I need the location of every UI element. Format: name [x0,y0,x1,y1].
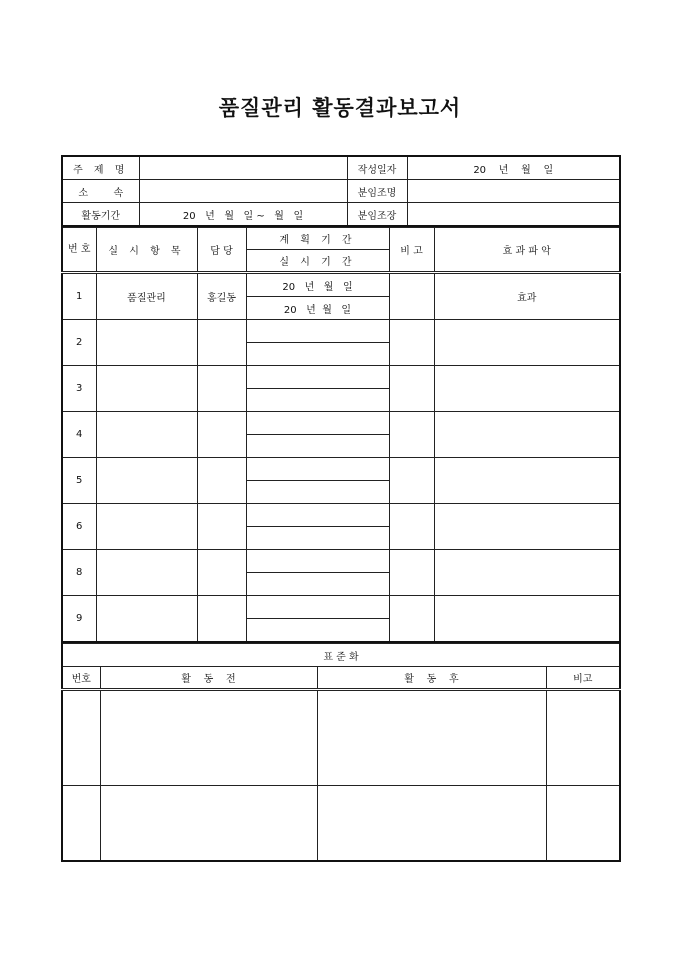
row-item[interactable] [96,596,197,643]
col-plan-header: 계 획 기 간 [246,228,389,250]
row-item[interactable] [96,550,197,596]
row-note[interactable] [389,596,434,643]
row-actual-period[interactable] [246,573,389,596]
row-plan-period[interactable]: 20 년 월 일 [246,273,389,297]
period-label: 활동기간 [62,203,139,227]
row-owner[interactable] [197,320,246,366]
row-item[interactable] [96,320,197,366]
std-col-after-header: 활 동 후 [317,667,546,690]
std-row-note[interactable] [546,786,620,862]
std-col-note-header: 비고 [546,667,620,690]
standardization-table [61,643,621,862]
activity-table [61,227,621,643]
row-note[interactable] [389,320,434,366]
row-effect[interactable] [434,504,620,550]
row-number: 5 [62,458,96,504]
std-row-no[interactable] [62,690,100,786]
row-number: 8 [62,550,96,596]
row-plan-period[interactable] [246,596,389,619]
std-row-note[interactable] [546,690,620,786]
row-number: 2 [62,320,96,366]
row-number: 3 [62,366,96,412]
row-effect[interactable]: 효과 [434,273,620,320]
row-number: 6 [62,504,96,550]
period-field[interactable]: 20 년 월 일 ~ 월 일 [139,203,347,227]
row-actual-period[interactable] [246,481,389,504]
std-row-after[interactable] [317,786,546,862]
row-note[interactable] [389,273,434,320]
col-no-header: 번 호 [62,228,96,273]
row-owner[interactable] [197,458,246,504]
row-actual-period[interactable] [246,435,389,458]
row-effect[interactable] [434,458,620,504]
row-effect[interactable] [434,366,620,412]
row-plan-period[interactable] [246,550,389,573]
page-title: 품질관리 활동결과보고서 [218,96,462,120]
std-row-before[interactable] [100,690,317,786]
row-owner[interactable]: 홍길동 [197,273,246,320]
row-owner[interactable] [197,366,246,412]
row-number: 9 [62,596,96,643]
row-actual-period[interactable]: 20 년 월 일 [246,297,389,320]
row-owner[interactable] [197,504,246,550]
row-actual-period[interactable] [246,527,389,550]
circle-leader-field[interactable] [407,203,620,227]
row-note[interactable] [389,458,434,504]
std-row-after[interactable] [317,690,546,786]
date-label: 작성일자 [347,156,407,180]
std-col-before-header: 활 동 전 [100,667,317,690]
row-actual-period[interactable] [246,619,389,643]
row-owner[interactable] [197,412,246,458]
circle-leader-label: 분임조장 [347,203,407,227]
row-item[interactable] [96,412,197,458]
affiliation-field[interactable] [139,180,347,203]
row-number: 1 [62,273,96,320]
col-owner-header: 담 당 [197,228,246,273]
row-note[interactable] [389,412,434,458]
std-row-no[interactable] [62,786,100,862]
date-field[interactable]: 20 년 월 일 [407,156,620,180]
row-actual-period[interactable] [246,343,389,366]
row-note[interactable] [389,504,434,550]
row-effect[interactable] [434,412,620,458]
col-item-header: 실 시 항 목 [96,228,197,273]
row-item[interactable] [96,504,197,550]
header-table [61,155,621,227]
col-actual-header: 실 시 기 간 [246,250,389,273]
row-number: 4 [62,412,96,458]
row-effect[interactable] [434,596,620,643]
row-plan-period[interactable] [246,504,389,527]
subject-field[interactable] [139,156,347,180]
row-plan-period[interactable] [246,320,389,343]
row-owner[interactable] [197,550,246,596]
row-note[interactable] [389,366,434,412]
row-item[interactable] [96,366,197,412]
row-plan-period[interactable] [246,412,389,435]
row-item[interactable]: 품질관리 [96,273,197,320]
row-owner[interactable] [197,596,246,643]
subject-label: 주 제 명 [62,156,139,180]
std-col-no-header: 번호 [62,667,100,690]
affiliation-label: 소 속 [62,180,139,203]
row-plan-period[interactable] [246,458,389,481]
col-note-header: 비 고 [389,228,434,273]
row-actual-period[interactable] [246,389,389,412]
standardization-caption: 표 준 화 [62,644,620,667]
row-item[interactable] [96,458,197,504]
row-plan-period[interactable] [246,366,389,389]
col-effect-header: 효 과 파 악 [434,228,620,273]
row-note[interactable] [389,550,434,596]
circle-name-field[interactable] [407,180,620,203]
std-row-before[interactable] [100,786,317,862]
row-effect[interactable] [434,550,620,596]
circle-name-label: 분임조명 [347,180,407,203]
row-effect[interactable] [434,320,620,366]
